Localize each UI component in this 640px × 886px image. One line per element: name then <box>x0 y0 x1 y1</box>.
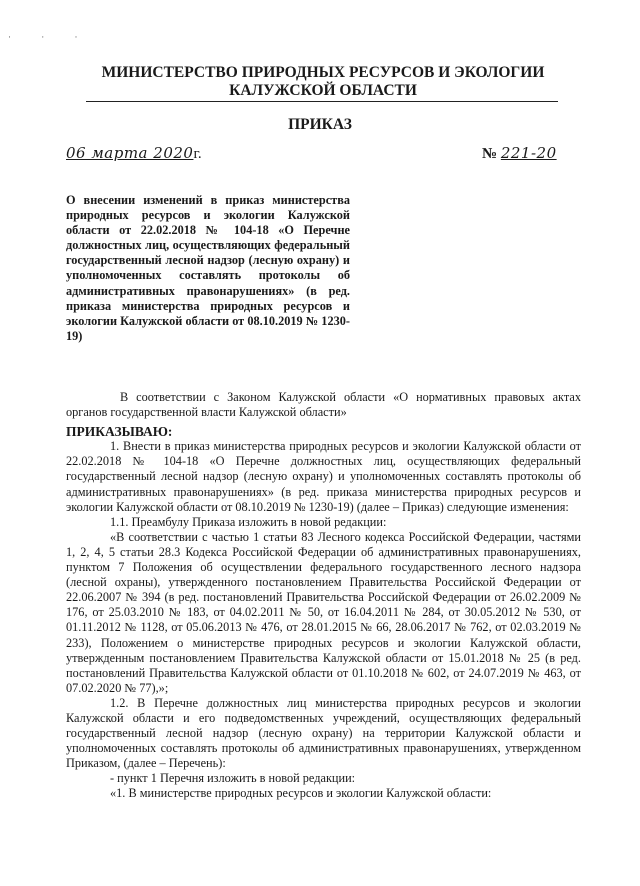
paragraph-1-1: 1.1. Преамбулу Приказа изложить в новой редакции: <box>110 514 387 529</box>
handwritten-number: 221-20 <box>500 144 557 162</box>
number-prefix: № <box>482 146 498 162</box>
ministry-line-1: МИНИСТЕРСТВО ПРИРОДНЫХ РЕСУРСОВ И ЭКОЛОГИИ <box>101 64 545 81</box>
paragraph-1-2: 1.2. В Перечне должностных лиц министерства природных ресурсов и экологии Калужской области и его подведомственных учреждений, осуществляющих федеральный государственный лесной надзор (лесную охрану) на территории Калужской области и уполномоченных составлять протоколы об административных правонарушениях, утвержденном Приказом, (далее – Перечень): <box>66 695 581 771</box>
paragraph-1-2-a: - пункт 1 Перечня изложить в новой редакции: <box>110 771 356 786</box>
paragraph-1-1-text: «В соответствии с частью 1 статьи 83 Лесного кодекса Российской Федерации, частями 1, 2, 4, 5 статьи 28.3 Кодекса Российской Федерации об административных правонарушениях, пунктом 7 Положения об осуществлении федерального государственного лесного надзора (лесной охраны), утвержденного постановлением Правительства Российской Федерации от 22.06.2007 № 394 (в ред. постановлений Правительства Российской Федерации от 26.02.2009 № 176, от 25.03.2010 № 183, от 04.02.2011 № 50, от 16.04.2011 № 284, от 30.05.2012 № 530, от 01.11.2012 № 1128, от 05.06.2013 № 476, от 28.01.2015 № 66, 28.06.2017 № 762, от 02.03.2019 № 233), Положением о министерстве природных ресурсов и экологии Калужской области, утвержденным постановлением Правительства Калужской области от 15.01.2018 № 25 (в ред. постановлений Правительства Калужской области от 01.10.2018 № 602, от 24.07.2019 № 463, от 07.02.2020 № 77),»; <box>66 529 581 695</box>
ministry-line-2: КАЛУЖСКОЙ ОБЛАСТИ <box>229 82 417 99</box>
scan-specks: · · · <box>8 32 92 42</box>
intro-paragraph: В соответствии с Законом Калужской области «О нормативных правовых актах органов государственной власти Калужской области» <box>66 390 581 420</box>
ministry-header <box>88 64 558 100</box>
header-rule <box>86 101 558 102</box>
orders-heading: ПРИКАЗЫВАЮ: <box>66 424 173 440</box>
order-number <box>482 144 557 163</box>
order-body <box>66 390 581 802</box>
handwritten-date: 06 марта 2020 <box>66 144 194 162</box>
order-subject <box>66 193 350 344</box>
date-line <box>66 144 202 163</box>
subject-text: О внесении изменений в приказ министерства природных ресурсов и экологии Калужской области от 22.02.2018 № 104-18 «О Перечне должностных лиц, осуществляющих федеральный государственный лесной надзор (лесную охрану) и уполномоченных составлять протоколы об административных правонарушениях» (в ред. приказа министерства природных ресурсов и экологии Калужской области от 08.10.2019 № 1230-19) <box>66 193 350 343</box>
document-type-title: ПРИКАЗ <box>288 116 352 133</box>
paragraph-1-2-b: «1. В министерстве природных ресурсов и экологии Калужской области: <box>110 786 492 801</box>
paragraph-1: 1. Внести в приказ министерства природных ресурсов и экологии Калужской области от 22.02.2018 № 104-18 «О Перечне должностных лиц, осуществляющих федеральный государственный лесной надзор (лесную охрану) и уполномоченных составлять протоколы об административных правонарушениях» (в ред. приказа министерства природных ресурсов и экологии Калужской области от 08.10.2019 № 1230-19) (далее – Приказ) следующие изменения: <box>66 439 581 514</box>
date-suffix: г. <box>193 146 202 162</box>
